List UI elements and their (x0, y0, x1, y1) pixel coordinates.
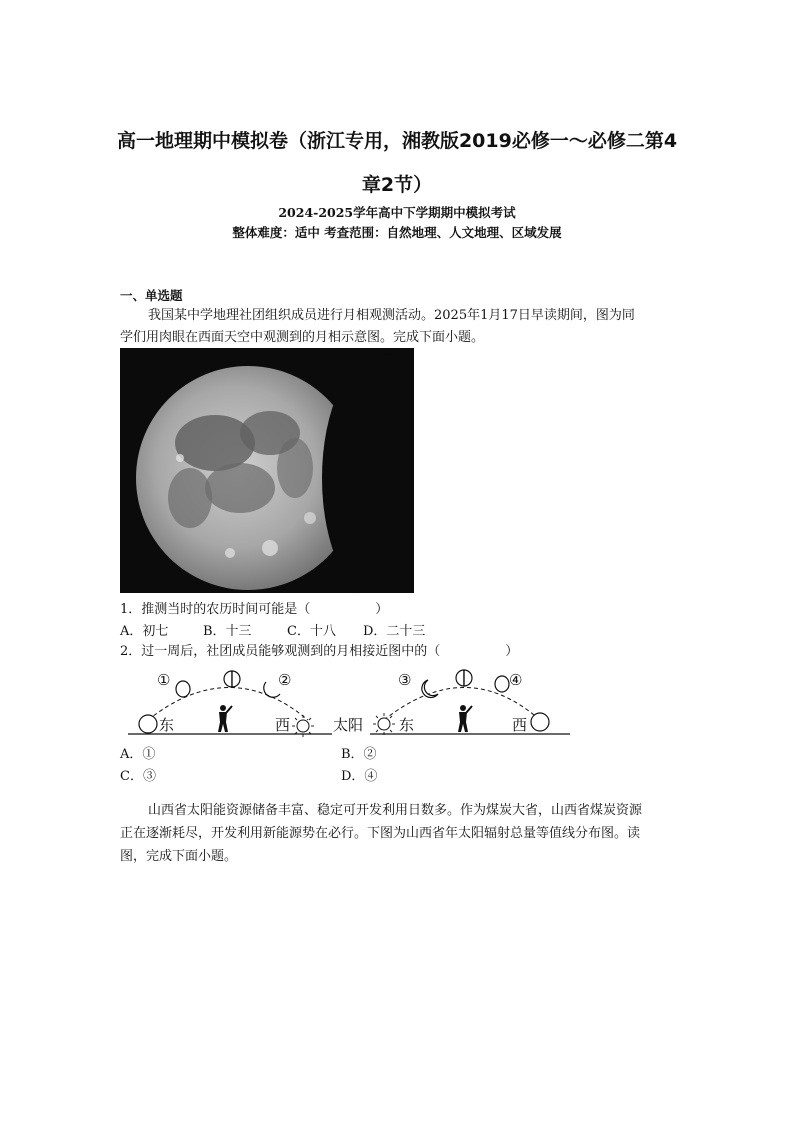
q1-option-a[interactable]: A．初七 (120, 624, 169, 639)
passage-line-1: 山西省太阳能资源储备丰富、稳定可开发利用日数多。作为煤炭大省，山西省煤炭资源 (148, 803, 643, 818)
exam-subtitle: 2024-2025学年高中下学期期中模拟考试 (278, 205, 516, 220)
document-title-line-2: 章2节） (361, 174, 433, 196)
intro-line-1: 我国某中学地理社团组织成员进行月相观测活动。2025年1月17日早读期间，图为同 (148, 308, 635, 323)
marker-4: ④ (509, 671, 523, 689)
document-title-line-1: 高一地理期中模拟卷（浙江专用，湘教版2019必修一～必修二第4 (116, 130, 678, 152)
q2-option-b[interactable]: B．② (341, 747, 377, 762)
exam-scope: 整体难度：适中 考查范围：自然地理、人文地理、区域发展 (232, 225, 562, 240)
section-heading: 一、单选题 (120, 288, 183, 303)
q1-option-b[interactable]: B．十三 (203, 624, 252, 639)
label-west-left: 西 (275, 716, 291, 734)
q2-option-d[interactable]: D．④ (341, 769, 378, 784)
label-east-left: 东 (159, 716, 175, 734)
q1-option-d[interactable]: D．二十三 (363, 624, 426, 639)
passage-line-3: 图，完成下面小题。 (120, 849, 238, 864)
q2-option-a[interactable]: A．① (120, 747, 156, 762)
label-east-right: 东 (399, 716, 415, 734)
q1-option-c[interactable]: C．十八 (287, 624, 336, 639)
marker-3: ③ (398, 671, 412, 689)
question-2-stem: 2．过一周后，社团成员能够观测到的月相接近图中的（ ） (120, 644, 519, 659)
marker-2: ② (278, 671, 292, 689)
question-1-stem: 1．推测当时的农历时间可能是（ ） (120, 602, 389, 617)
label-west-right: 西 (512, 716, 528, 734)
q2-option-c[interactable]: C．③ (120, 769, 156, 784)
moon-photo (120, 348, 414, 593)
label-sun: 太阳 (333, 716, 364, 734)
passage-line-2: 正在逐渐耗尽，开发利用新能源势在必行。下图为山西省年太阳辐射总量等值线分布图。读 (120, 826, 641, 841)
intro-line-2: 学们用肉眼在西面天空中观测到的月相示意图。完成下面小题。 (120, 330, 485, 345)
marker-1: ① (157, 671, 171, 689)
